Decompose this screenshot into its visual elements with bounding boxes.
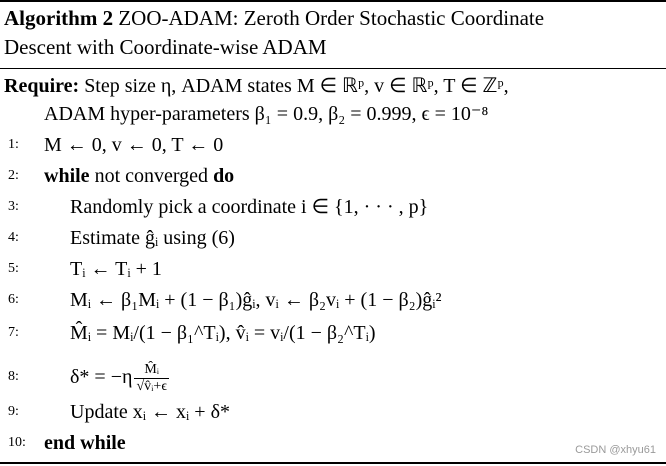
algorithm-title-line2: Descent with Coordinate-wise ADAM: [4, 35, 327, 59]
line-number: 2:: [8, 168, 19, 183]
condition-text: not converged: [89, 165, 214, 187]
step-text: M ← 0, v ← 0, T ← 0: [44, 134, 224, 156]
step-line-4: [0, 223, 666, 253]
algorithm-title-line1: ZOO-ADAM: Zeroth Order Stochastic Coordinate: [118, 6, 545, 30]
top-rule: [0, 0, 666, 2]
step-text: M̂ᵢ = Mᵢ/(1 − β₁^Tᵢ), v̂ᵢ = vᵢ/(1 − β₂^Tᵢ): [70, 322, 376, 344]
step-line-1: [0, 130, 666, 160]
require-line1: Step size η, ADAM states M ∈ ℝᵖ, v ∈ ℝᵖ, T ∈ ℤᵖ,: [84, 75, 509, 97]
line-number: 7:: [8, 325, 19, 340]
line-number: 1:: [8, 137, 19, 152]
step-line-3: [0, 192, 666, 222]
step-line-10: [0, 428, 666, 458]
line-number: 8:: [8, 369, 19, 384]
step-text: Tᵢ ← Tᵢ + 1: [70, 258, 162, 280]
keyword-end-while: end while: [44, 432, 126, 454]
line-number: 5:: [8, 261, 19, 276]
step-line-2: [0, 161, 666, 191]
require-line2: ADAM hyper-parameters β₁ = 0.9, β₂ = 0.999, ϵ = 10⁻⁸: [44, 103, 489, 125]
keyword-do: do: [213, 165, 235, 187]
step-text: Mᵢ ← β₁Mᵢ + (1 − β₁)ĝᵢ, vᵢ ← β₂vᵢ + (1 − β₂)ĝᵢ²: [70, 289, 442, 311]
step-text: [44, 161, 234, 191]
step-text: Update xᵢ ← xᵢ + δ*: [70, 401, 230, 423]
caption-rule: [0, 68, 666, 69]
line-number: 6:: [8, 292, 19, 307]
line-number: 9:: [8, 404, 19, 419]
bottom-rule: [0, 462, 666, 464]
step-line-5: [0, 254, 666, 284]
require-block: [4, 72, 664, 128]
keyword-while: while: [44, 165, 90, 187]
line-number: 3:: [8, 199, 19, 214]
step-line-7: [0, 318, 666, 348]
step-line-6: [0, 285, 666, 315]
delta-expression: δ* = −η: [70, 366, 133, 388]
step-text: Randomly pick a coordinate i ∈ {1, · · · , p}: [70, 196, 429, 218]
step-text: [70, 360, 171, 395]
step-line-8: [0, 360, 666, 394]
line-number: 10:: [8, 435, 26, 450]
step-line-9: [0, 397, 666, 427]
step-text: [44, 428, 126, 458]
fraction-denominator: √v̂ᵢ+ϵ: [136, 378, 167, 394]
algorithm-caption: [4, 4, 662, 62]
algorithm-label: Algorithm 2: [4, 6, 114, 30]
require-label: Require:: [4, 75, 80, 97]
fraction-numerator: M̂ᵢ: [134, 362, 169, 379]
watermark-text: CSDN @xhyu61: [575, 444, 656, 456]
fraction: [134, 362, 169, 395]
step-text: Estimate ĝᵢ using (6): [70, 227, 235, 249]
line-number: 4:: [8, 230, 19, 245]
